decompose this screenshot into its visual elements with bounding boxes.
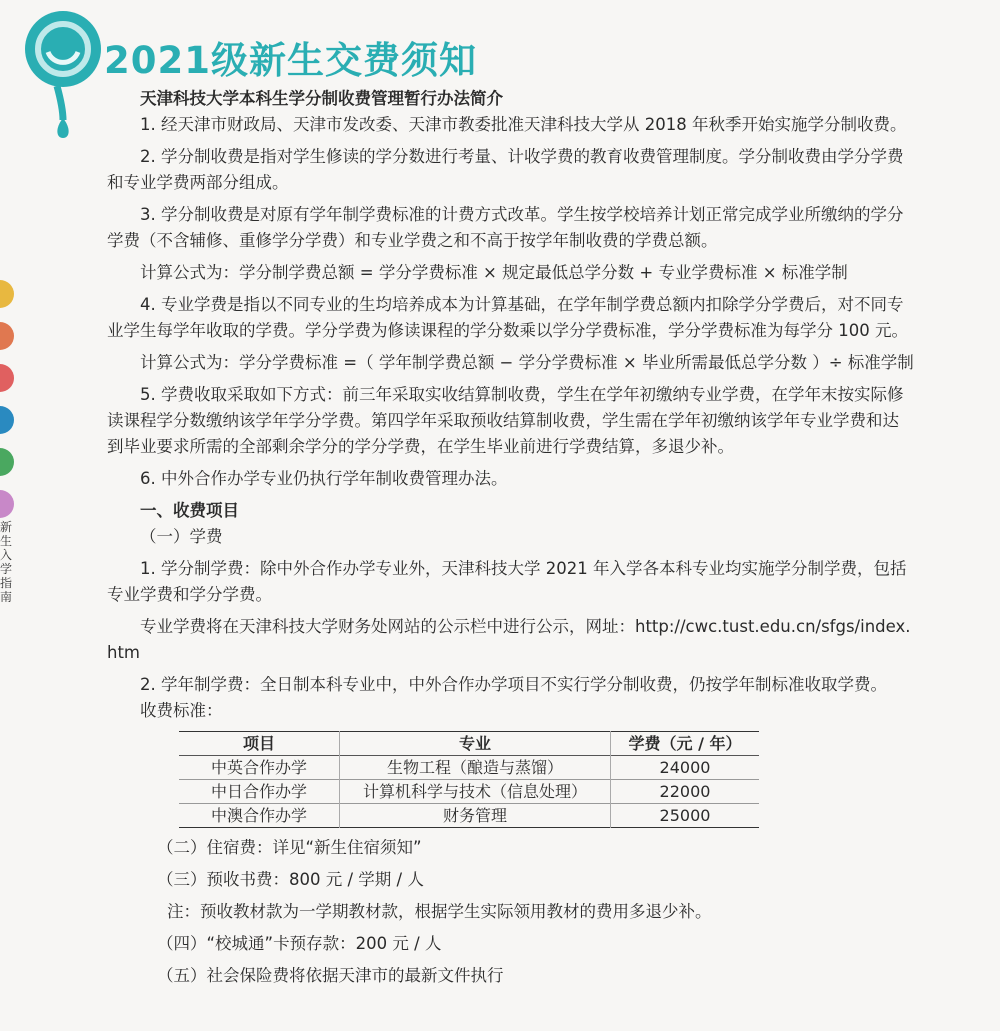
- table-row: [179, 756, 759, 780]
- graduation-cap-icon: [0, 280, 14, 308]
- table-row: [179, 780, 759, 804]
- fee-header-item: 项目: [242, 734, 275, 753]
- intro-line-10: 5. 学费收取采取如下方式：前三年采取实收结算制收费，学生在学年初缴纳专业学费，在学年末按实际修: [140, 385, 904, 404]
- people-icon: [0, 322, 14, 350]
- tuition-line-4: htm: [107, 643, 140, 662]
- tuition-line-1: 1. 学分制学费：除中外合作办学专业外，天津科技大学 2021 年入学各本科专业均实施学分制学费，包括: [140, 559, 907, 578]
- flower-icon: [0, 490, 14, 518]
- item-card-deposit: （四）“校城通”卡预存款：200 元 / 人: [157, 934, 442, 953]
- intro-line-2: 2. 学分制收费是指对学生修读的学分数进行考量、计收学费的教育收费管理制度。学分制收费由学分学费: [140, 147, 904, 166]
- fee-cell: 中英合作办学: [210, 758, 307, 777]
- tuition-line-2: 专业学费和学分学费。: [107, 585, 272, 604]
- fee-cell: 生物工程（酿造与蒸馏）: [340, 756, 611, 780]
- fee-header-fee: 学费（元 / 年）: [611, 732, 760, 756]
- intro-line-3: 和专业学费两部分组成。: [107, 173, 289, 192]
- intro-line-13: 6. 中外合作办学专业仍执行学年制收费管理办法。: [140, 469, 508, 488]
- tuition-line-5: 2. 学年制学费：全日制本科专业中，中外合作办学项目不实行学分制收费，仍按学年制标准收取学费。: [140, 675, 887, 694]
- intro-heading: 天津科技大学本科生学分制收费管理暂行办法简介: [140, 89, 503, 108]
- intro-formula-2: 计算公式为：学分学费标准 =（ 学年制学费总额 − 学分学费标准 × 毕业所需最低总学分数 ）÷ 标准学制: [140, 353, 914, 372]
- item-social-insurance: （五）社会保险费将依据天津市的最新文件执行: [157, 966, 504, 985]
- intro-line-7: 4. 专业学费是指以不同专业的生均培养成本为计算基础，在学年制学费总额内扣除学分学费后，对不同专: [140, 295, 904, 314]
- tuition-line-3: 专业学费将在天津科技大学财务处网站的公示栏中进行公示，网址：http://cwc.tust.edu.cn/sfgs/index.: [140, 617, 911, 636]
- fee-cell: 中日合作办学: [210, 782, 307, 801]
- books-note: 注：预收教材款为一学期教材款，根据学生实际领用教材的费用多退少补。: [167, 902, 712, 921]
- intro-line-8: 业学生每学年收取的学费。学分学费为修读课程的学分数乘以学分学费标准，学分学费标准为每学分 100 元。: [107, 321, 908, 340]
- page-title: 2021级新生交费须知: [104, 39, 477, 82]
- fee-header-major: 专业: [340, 732, 611, 756]
- side-vertical-title: 新生入学指南: [0, 520, 13, 604]
- intro-formula-1: 计算公式为：学分制学费总额 = 学分学费标准 × 规定最低总学分数 + 专业学费标准 × 标准学制: [140, 263, 848, 282]
- fee-cell: 24000: [611, 756, 760, 780]
- intro-line-4: 3. 学分制收费是对原有学年制学费标准的计费方式改革。学生按学校培养计划正常完成学业所缴纳的学分: [140, 205, 904, 224]
- fee-table-header: [179, 732, 759, 756]
- side-nav-icons: [0, 280, 16, 532]
- section-heading: 一、收费项目: [140, 501, 239, 520]
- fee-table: [179, 731, 759, 828]
- fee-cell: 中澳合作办学: [210, 806, 307, 825]
- fee-cell: 25000: [611, 804, 760, 828]
- fee-cell: 财务管理: [340, 804, 611, 828]
- logo-drop-icon: [22, 8, 104, 140]
- item-books: （三）预收书费：800 元 / 学期 / 人: [157, 870, 424, 889]
- fee-cell: 计算机科学与技术（信息处理）: [340, 780, 611, 804]
- number-four-icon: [0, 406, 14, 434]
- tuition-line-6: 收费标准：: [140, 701, 223, 720]
- intro-line-11: 读课程学分数缴纳该学年学分学费。第四学年采取预收结算制收费，学生需在学年初缴纳该学年专业学费和达: [107, 411, 899, 430]
- intro-line-5: 学费（不含辅修、重修学分学费）和专业学费之和不高于按学年制收费的学费总额。: [107, 231, 718, 250]
- book-icon: [0, 364, 14, 392]
- intro-line-1: 1. 经天津市财政局、天津市发改委、天津市教委批准天津科技大学从 2018 年秋季开始实施学分制收费。: [140, 115, 907, 134]
- table-row: [179, 804, 759, 828]
- item-accommodation: （二）住宿费：详见“新生住宿须知”: [157, 838, 422, 857]
- intro-line-12: 到毕业要求所需的全部剩余学分的学分学费，在学生毕业前进行学费结算，多退少补。: [107, 437, 734, 456]
- fee-cell: 22000: [611, 780, 760, 804]
- plant-icon: [0, 448, 14, 476]
- document-body: [107, 86, 953, 989]
- subsection-tuition: （一）学费: [140, 527, 223, 546]
